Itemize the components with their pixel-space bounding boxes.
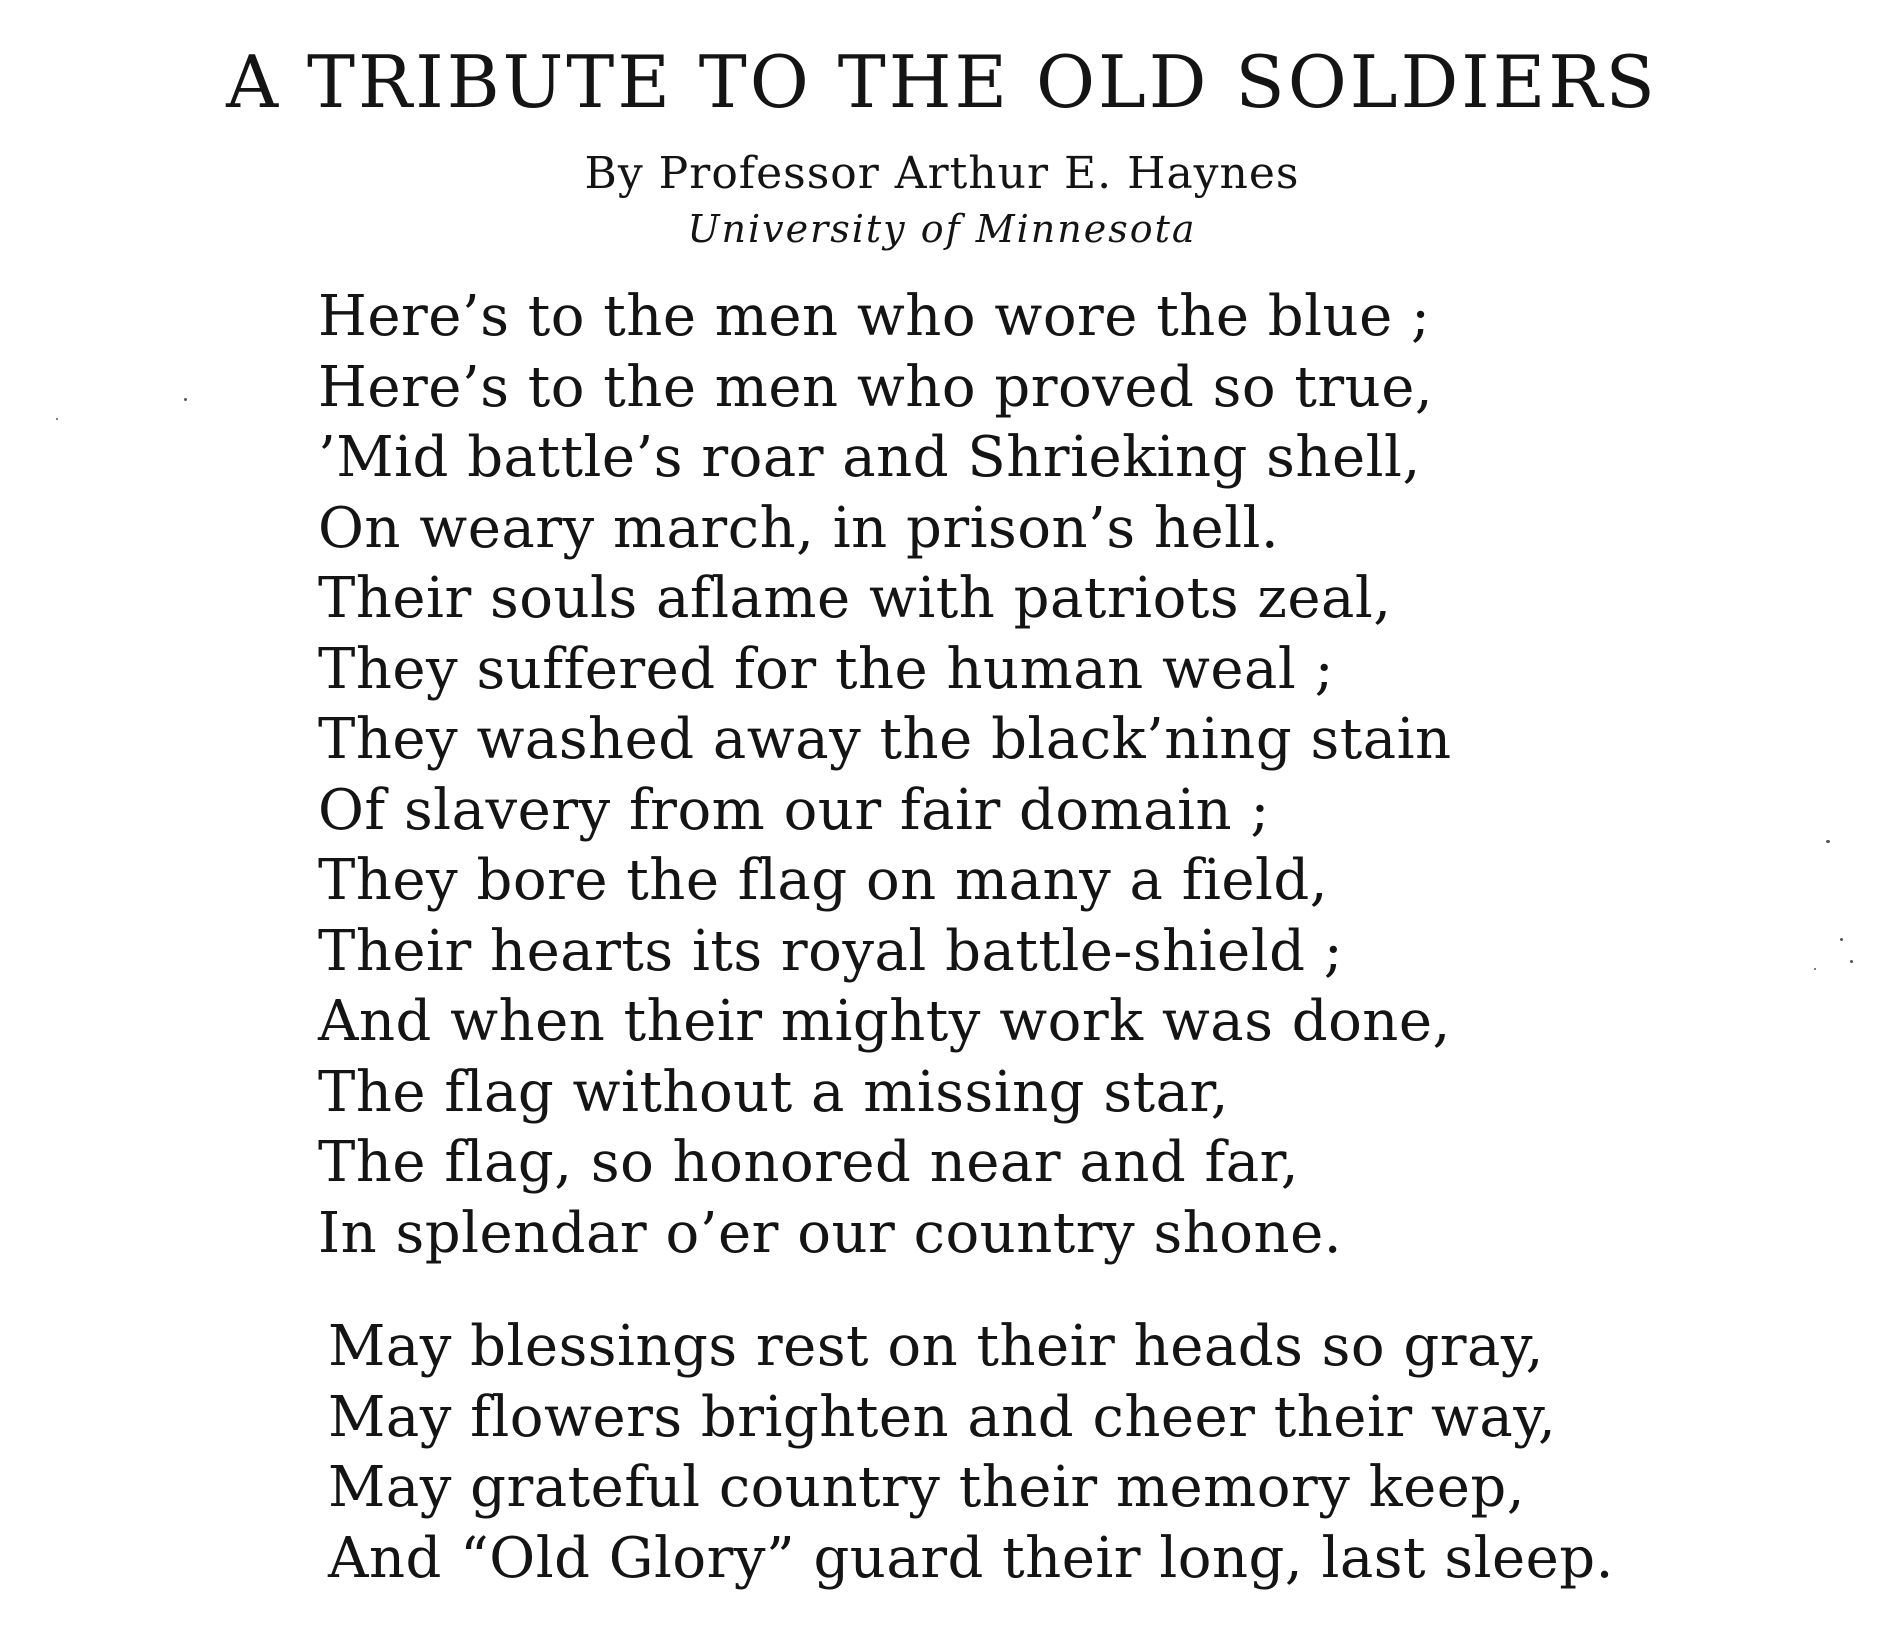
stanza-2: [318, 1312, 1614, 1594]
poem-line: May grateful country their memory keep,: [328, 1455, 1526, 1520]
poem-line: Their hearts its royal battle-shield ;: [318, 918, 1344, 984]
poem-line: The flag without a missing star,: [318, 1059, 1229, 1125]
scan-speck: [1814, 968, 1816, 970]
poem-line: May flowers brighten and cheer their way,: [328, 1384, 1557, 1450]
poem-line: They washed away the black’ning stain: [318, 707, 1452, 772]
poem-line: ’Mid battle’s roar and Shrieking shell,: [318, 425, 1421, 490]
poem-line: And when their mighty work was done,: [318, 989, 1451, 1054]
poem-line: Of slavery from our fair domain ;: [318, 777, 1270, 843]
scan-speck: [1840, 938, 1843, 941]
poem-line: Their souls aflame with patriots zeal,: [318, 566, 1392, 631]
poem-line: They bore the flag on many a field,: [318, 848, 1329, 913]
poem-line: Here’s to the men who wore the blue ;: [318, 284, 1431, 349]
poem-line: And “Old Glory” guard their long, last sleep.: [328, 1525, 1614, 1591]
poem-line: They suffered for the human weal ;: [318, 636, 1335, 702]
scan-speck: [1850, 960, 1853, 963]
author-byline: By Professor Arthur E. Haynes: [584, 148, 1300, 199]
stanza-1: [318, 282, 1452, 1269]
scan-speck: [56, 418, 58, 420]
poem-line: In splendar o’er our country shone.: [318, 1200, 1343, 1266]
poem-line: On weary march, in prison’s hell.: [318, 495, 1280, 561]
scan-speck: [1826, 840, 1830, 843]
author-affiliation: University of Minnesota: [687, 207, 1197, 251]
poem-title: A TRIBUTE TO THE OLD SOLDIERS: [226, 40, 1658, 124]
poem-line: Here’s to the men who proved so true,: [318, 354, 1434, 420]
poem-line: May blessings rest on their heads so gray,: [328, 1314, 1544, 1379]
scan-speck: [184, 398, 187, 401]
poem-line: The flag, so honored near and far,: [318, 1130, 1300, 1195]
